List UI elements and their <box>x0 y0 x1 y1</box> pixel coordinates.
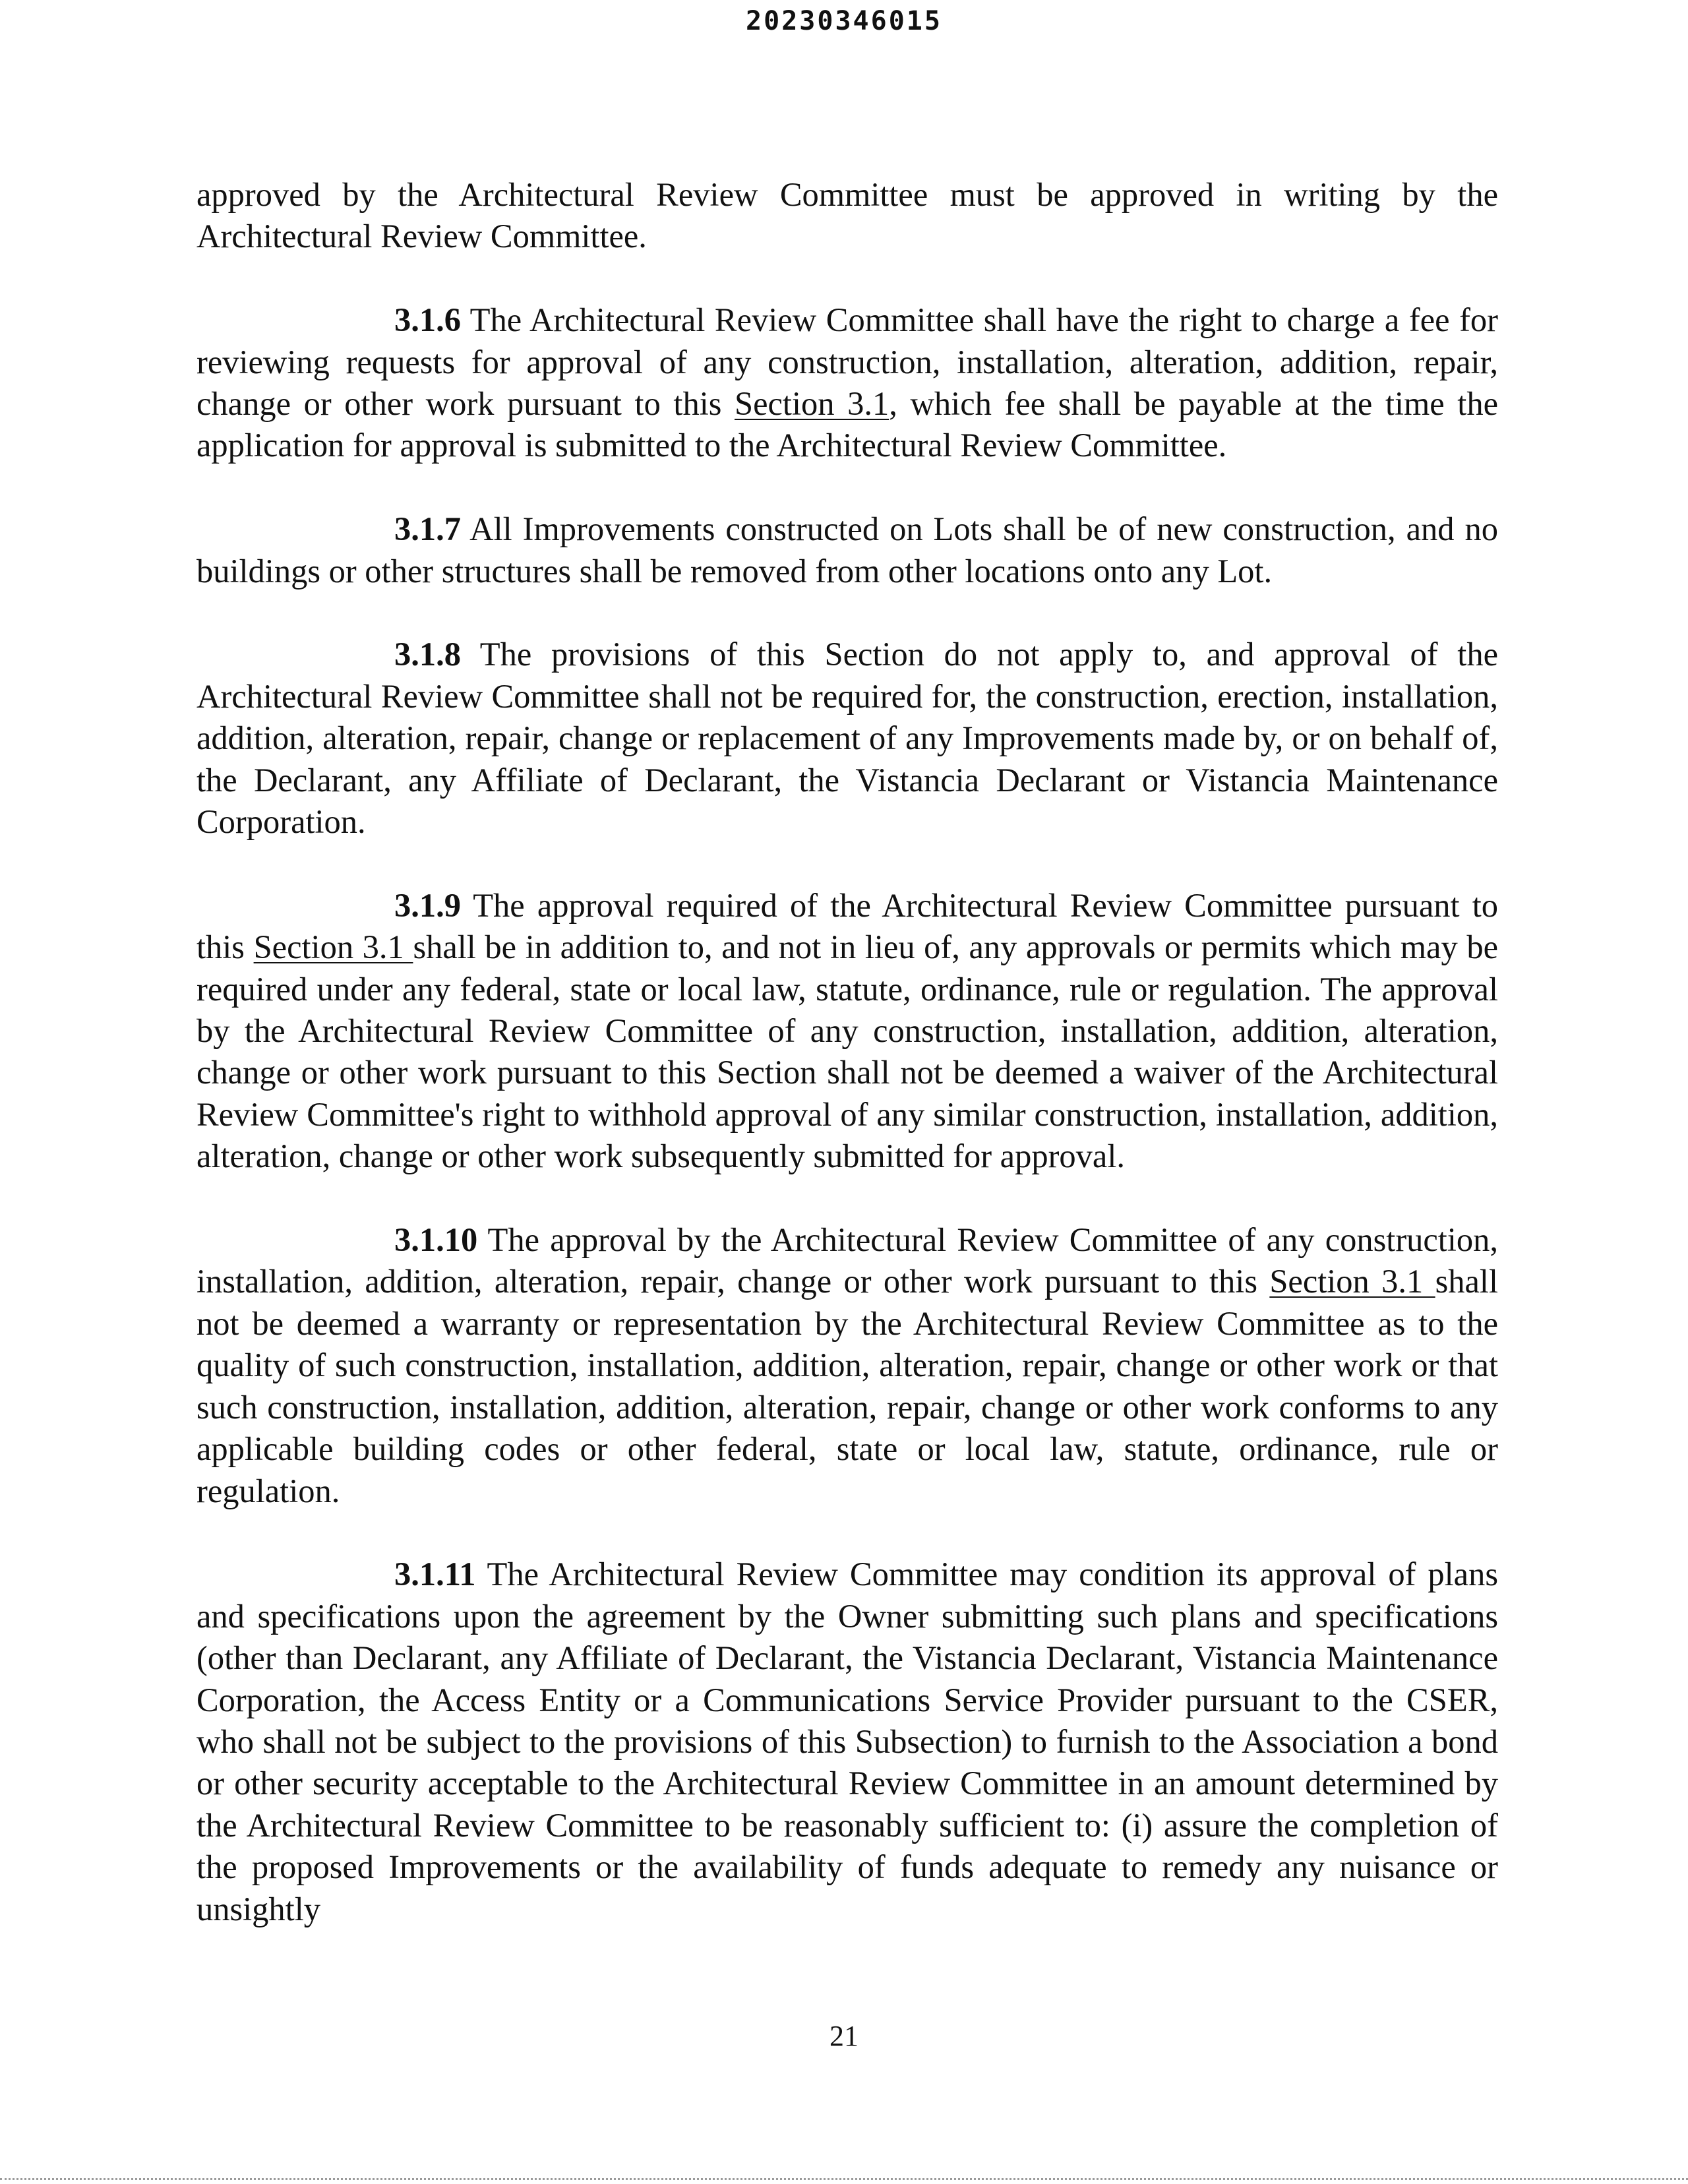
paragraph-text: The provisions of this Section do not apply to, and approval of the Architectural Review Committee shall not be required for, the construction, erection, installation, addition, alteration, repair, change or replacement of any Improvements made by, or on behalf of, the Declarant, any Affiliate of Declarant, the Vistancia Declarant or Vistancia Maintenance Corporation. <box>196 636 1498 841</box>
paragraph-text: , which fee shall be payable at the time the application for approval is submitted to the Architectural Review Committee. <box>196 385 1498 464</box>
section-number: 3.1.8 <box>394 636 461 673</box>
paragraph-3-1-6 <box>196 299 1498 467</box>
section-number: 3.1.9 <box>394 886 461 924</box>
section-number: 3.1.6 <box>394 301 461 339</box>
paragraph-3-1-9 <box>196 885 1498 1178</box>
section-reference: Section 3.1 <box>1269 1263 1435 1300</box>
section-reference: Section 3.1 <box>253 928 413 966</box>
page-bottom-edge <box>0 2178 1688 2180</box>
section-number: 3.1.10 <box>394 1221 478 1259</box>
paragraph-continuation <box>196 174 1498 258</box>
paragraph-text: approved by the Architectural Review Committee must be approved in writing by the Architectural Review Committee. <box>196 176 1498 255</box>
paragraph-text: shall not be deemed a warranty or representation by the Architectural Review Committee as to the quality of such construction, installation, addition, alteration, repair, change or other work or that such construction, installation, addition, alteration, repair, change or other work conforms to any applicable building codes or other federal, state or local law, statute, ordinance, rule or regulation. <box>196 1263 1498 1509</box>
paragraph-text: shall be in addition to, and not in lieu of, any approvals or permits which may be required under any federal, state or local law, statute, ordinance, rule or regulation. The approval by the Architectural Review Committee of any construction, installation, addition, alteration, change or other work pursuant to this Section shall not be deemed a waiver of the Architectural Review Committee's right to withhold approval of any similar construction, installation, addition, alteration, change or other work subsequently submitted for approval. <box>196 928 1499 1175</box>
paragraph-text: All Improvements constructed on Lots shall be of new construction, and no buildings or other structures shall be removed from other locations onto any Lot. <box>196 510 1498 590</box>
section-number: 3.1.7 <box>394 510 461 548</box>
section-reference: Section 3.1 <box>735 385 889 423</box>
document-number: 20230346015 <box>746 6 942 36</box>
section-number: 3.1.11 <box>394 1556 476 1593</box>
paragraph-text: The approval by the Architectural Review Committee of any construction, installation, addition, alteration, repair, change or other work pursuant to this <box>196 1221 1498 1300</box>
paragraph-3-1-10 <box>196 1219 1498 1512</box>
paragraph-3-1-11 <box>196 1554 1498 1930</box>
paragraph-3-1-8 <box>196 634 1498 843</box>
paragraph-text: The Architectural Review Committee may condition its approval of plans and specifications upon the agreement by the Owner submitting such plans and specifications (other than Declarant, any Affiliate of Declarant, the Vistancia Declarant, Vistancia Maintenance Corporation, the Access Entity or a Communications Service Provider pursuant to the CSER, who shall not be subject to the provisions of this Subsection) to furnish to the Association a bond or other security acceptable to the Architectural Review Committee in an amount determined by the Architectural Review Committee to be reasonably sufficient to: (i) assure the completion of the proposed Improvements or the availability of funds adequate to remedy any nuisance or unsightly <box>196 1556 1498 1927</box>
paragraph-text: The Architectural Review Committee shall have the right to charge a fee for reviewing requests for approval of any construction, installation, alteration, addition, repair, change or other work pursuant to this <box>196 301 1498 423</box>
page-number: 21 <box>829 2020 859 2052</box>
paragraph-text: The approval required of the Architectural Review Committee pursuant to this <box>196 886 1498 966</box>
document-body <box>196 174 1498 1972</box>
paragraph-3-1-7 <box>196 508 1498 592</box>
